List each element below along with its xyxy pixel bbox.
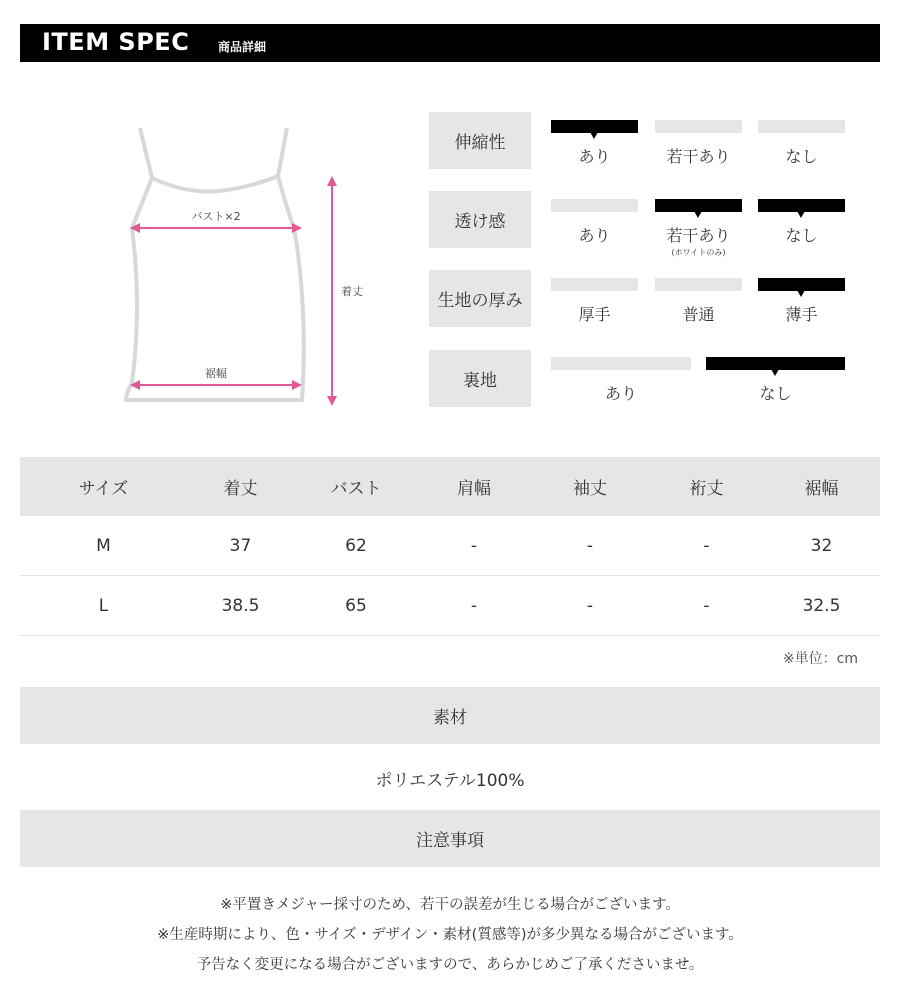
length-label: 着丈 (341, 285, 363, 298)
attr-label-stretch: 伸縮性 (429, 112, 531, 169)
item-spec-header (20, 24, 880, 62)
size-table-header (20, 457, 880, 516)
col-bust: バスト (330, 479, 382, 499)
notes-heading: 注意事項 (20, 810, 880, 867)
col-hem: 裾幅 (804, 479, 839, 499)
table-row: M 37 62 - - - 32 (20, 516, 880, 576)
table-row: L 38.5 65 - - - 32.5 (20, 576, 880, 636)
attr-label-thickness: 生地の厚み (429, 270, 531, 327)
col-shoulder: 肩幅 (457, 479, 491, 499)
attr-label-lining: 裏地 (429, 350, 531, 407)
camisole-illustration (110, 118, 370, 418)
col-sleeve: 袖丈 (573, 479, 607, 499)
header-title-jp: 商品詳細 (218, 40, 267, 54)
material-heading: 素材 (20, 687, 880, 744)
size-table (20, 457, 880, 636)
header-title-en: ITEM SPEC (42, 28, 190, 56)
note-line: 予告なく変更になる場合がございますので、あらかじめご了承くださいませ。 (196, 957, 704, 973)
attr-sheer-slight-note: (ホワイトのみ) (671, 248, 726, 257)
garment-diagram (110, 118, 370, 418)
bust-label: バスト×2 (191, 210, 241, 223)
unit-note: ※単位：cm (782, 651, 858, 667)
col-yuki: 裄丈 (689, 479, 724, 499)
col-length: 着丈 (223, 479, 258, 499)
hem-label: 裾幅 (205, 367, 227, 380)
material-value: ポリエステル100% (375, 771, 525, 791)
attr-label-sheerness: 透け感 (429, 191, 531, 248)
note-line: ※平置きメジャー採寸のため、若干の誤差が生じる場合がございます。 (220, 897, 680, 913)
note-line: ※生産時期により、色・サイズ・デザイン・素材(質感等)が多少異なる場合がございます。 (157, 927, 743, 943)
col-size: サイズ (78, 479, 129, 499)
